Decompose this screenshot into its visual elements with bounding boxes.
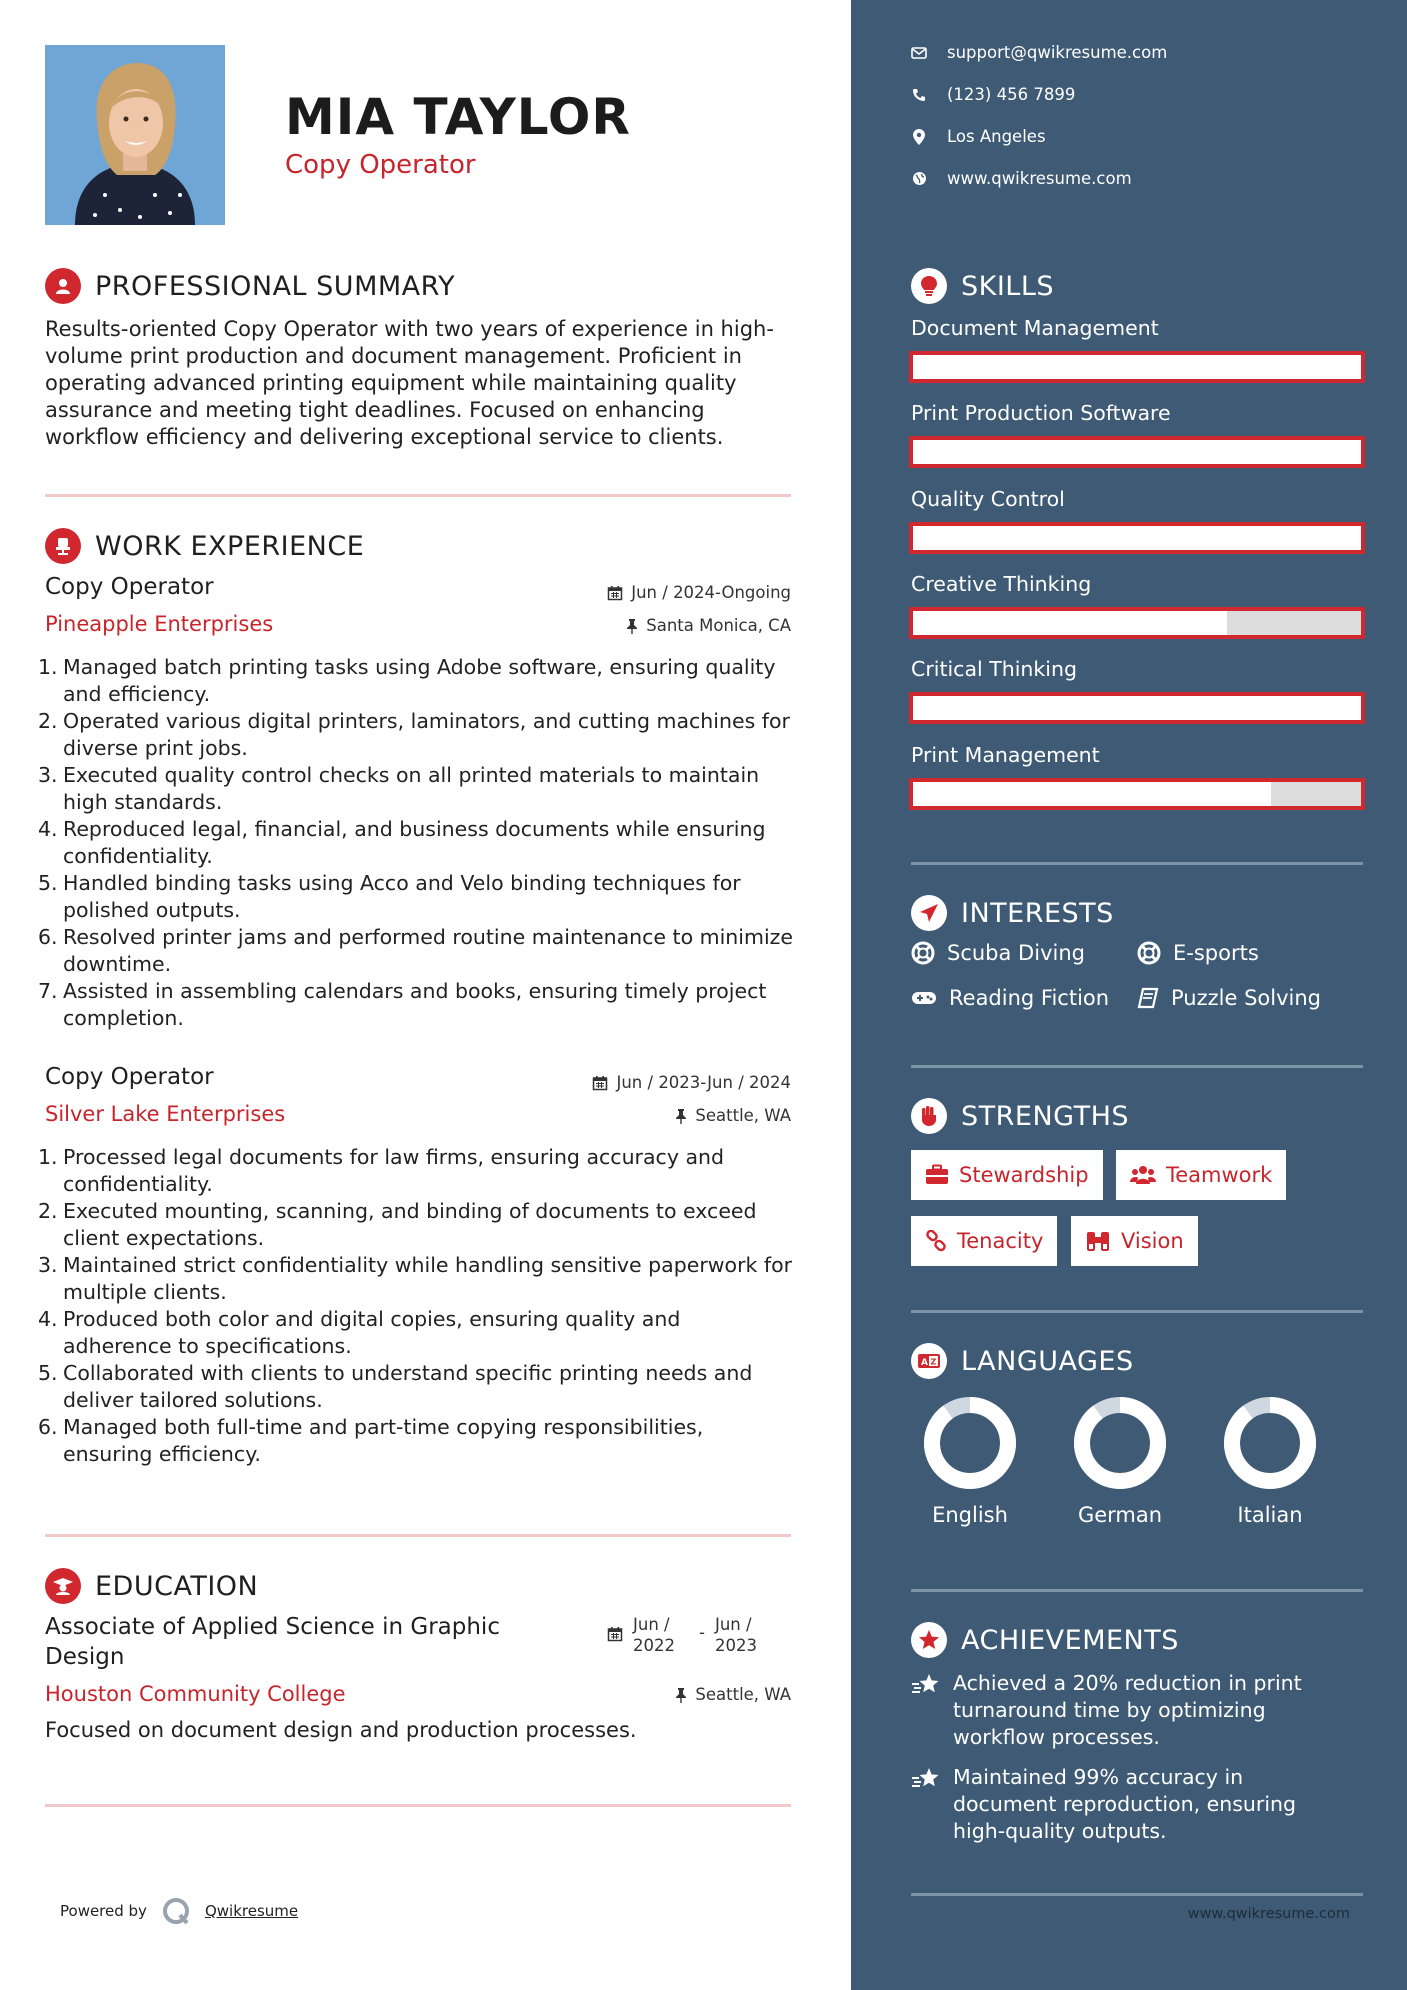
job-1-dates-text: Jun / 2024-Ongoing [631,583,791,602]
language-ring [922,1395,1018,1491]
raised-fist-icon [911,1098,947,1134]
phone-icon [911,88,927,102]
skill-label: Creative Thinking [911,572,1092,596]
powered-by [60,1896,298,1926]
contact-phone-text: (123) 456 7899 [947,85,1076,104]
contact-website-text: www.qwikresume.com [947,169,1132,188]
language-item [1065,1395,1175,1527]
skill-bar [909,607,1365,639]
education-school: Houston Community College [45,1682,346,1706]
contact-email[interactable] [911,43,1167,62]
list-item: 3. Executed quality control checks on all printed materials to maintain high standards. [38,763,760,814]
list-item: 4. Produced both color and digital copies, ensuring quality and adherence to specifications. [38,1307,681,1358]
strength-badge [1071,1216,1198,1266]
education-degree: Associate of Applied Science in Graphic Design [45,1614,500,1670]
list-item: 5. Collaborated with clients to understand specific printing needs and deliver tailored solutions. [38,1361,753,1412]
languages-heading [911,1343,1134,1379]
skill-label: Print Management [911,743,1100,767]
education-heading [45,1568,258,1604]
contact-location [911,127,1046,146]
list-item: 2. Operated various digital printers, laminators, and cutting machines for diverse print jobs. [38,709,790,760]
candidate-name: MIA TAYLOR [285,88,631,146]
list-item: 5. Handled binding tasks using Acco and Velo binding techniques for polished outputs. [38,871,741,922]
strength-badge [1116,1150,1286,1200]
pin-icon [626,618,638,634]
section-divider [45,1804,791,1807]
skill-bar [909,778,1365,810]
job-2-bullets [38,1144,795,1468]
star-icon [911,1622,947,1658]
summary-heading-text: PROFESSIONAL SUMMARY [95,270,456,302]
user-icon [45,268,81,304]
achievements-heading [911,1622,1179,1658]
shooting-star-icon [911,1672,941,1698]
language-ring-fill [1232,1405,1308,1481]
education-start: Jun / 2022 [633,1615,675,1655]
lightbulb-icon [911,268,947,304]
skill-bar-fill [913,355,1361,379]
binoculars-icon [1085,1230,1111,1252]
section-divider [911,1893,1363,1896]
list-item: 1. Processed legal documents for law firms, ensuring accuracy and confidentiality. [38,1145,725,1196]
gamepad-icon [911,989,937,1007]
list-item: 6. Managed both full-time and part-time copying responsibilities, ensuring efficiency. [38,1415,704,1466]
achievement-item [911,1764,1341,1845]
list-item: 2. Executed mounting, scanning, and binding of documents to exceed client expectations. [38,1199,757,1250]
interest-item [911,941,1085,965]
paper-plane-icon [911,895,947,931]
qwikresume-logo-icon [161,1896,191,1926]
experience-heading-text: WORK EXPERIENCE [95,530,365,562]
contact-location-text: Los Angeles [947,127,1046,146]
interest-label: Reading Fiction [949,986,1110,1010]
briefcase-icon [925,1164,949,1186]
calendar-icon [592,1075,608,1091]
job-1-title: Copy Operator [45,574,214,600]
strength-label: Vision [1121,1229,1184,1253]
job-1-location [626,616,791,635]
education-location-text: Seattle, WA [695,1685,791,1704]
translate-icon [911,1343,947,1379]
job-2-location-text: Seattle, WA [695,1106,791,1125]
education-description: Focused on document design and production processes. [45,1718,637,1742]
strength-badge [911,1150,1103,1200]
strength-label: Tenacity [957,1229,1044,1253]
profile-photo [45,45,225,225]
summary-text: Results-oriented Copy Operator with two years of experience in high-volume print production and document management. Proficient in operating advanced printing equipment while maintaining quality assurance and meeting tight deadlines. Focused on enhancing workflow efficiency and delivering exceptional service to clients. [45,317,774,449]
skill-bar-fill [913,782,1271,806]
job-2-title: Copy Operator [45,1064,214,1090]
achievement-text: Achieved a 20% reduction in print turnaround time by optimizing workflow processes. [953,1671,1302,1749]
achievement-item [911,1670,1341,1751]
job-1-bullets [38,654,795,1032]
achievements-heading-text: ACHIEVEMENTS [961,1624,1179,1656]
contact-email-text: support@qwikresume.com [947,43,1168,62]
interest-label: E-sports [1173,941,1259,965]
strength-badge [911,1216,1057,1266]
calendar-icon [607,585,623,601]
job-2-dates [592,1073,791,1092]
summary-heading [45,268,455,304]
education-end: Jun / 2023 [714,1615,757,1655]
envelope-icon [911,47,927,59]
contact-website[interactable] [911,169,1132,188]
section-divider [45,1534,791,1537]
skill-bar-fill [913,611,1227,635]
office-chair-icon [45,528,81,564]
interest-label: Puzzle Solving [1171,986,1321,1010]
skills-heading-text: SKILLS [961,270,1055,302]
language-ring [1222,1395,1318,1491]
job-1-company: Pineapple Enterprises [45,612,274,636]
skill-label: Document Management [911,316,1159,340]
language-ring [1072,1395,1168,1491]
language-item [1215,1395,1325,1527]
link-icon [925,1230,947,1252]
experience-heading [45,528,364,564]
languages-heading-text: LANGUAGES [961,1345,1134,1377]
job-1-dates [607,583,791,602]
interest-item [911,986,1109,1010]
footer-website[interactable]: www.qwikresume.com [1187,1906,1350,1922]
interest-label: Scuba Diving [947,941,1085,965]
lifebuoy-icon [1137,941,1161,965]
users-icon [1130,1164,1156,1186]
language-item [915,1395,1025,1527]
language-ring-fill [1082,1405,1158,1481]
svg-text:Z: Z [930,1357,937,1367]
achievement-text: Maintained 99% accuracy in document reproduction, ensuring high-quality outputs. [953,1765,1297,1843]
candidate-title: Copy Operator [285,150,476,180]
skill-bar-fill [913,440,1361,464]
language-label: Italian [1237,1503,1303,1527]
skill-bar-fill [913,696,1361,720]
list-item: 3. Maintained strict confidentiality while handling sensitive paperwork for multiple clients. [38,1253,793,1304]
svg-text:A: A [921,1358,928,1368]
map-marker-icon [911,129,927,145]
list-item: 4. Reproduced legal, financial, and business documents while ensuring confidentiality. [38,817,766,868]
interest-item [1137,941,1259,965]
skill-bar-fill [913,526,1361,550]
section-divider [45,494,791,497]
date-separator: - [699,1623,705,1642]
job-2-location [675,1106,791,1125]
lifebuoy-icon [911,941,935,965]
education-location [675,1685,791,1704]
job-1-location-text: Santa Monica, CA [646,616,791,635]
book-icon [1137,987,1159,1009]
skill-bar [909,692,1365,724]
skill-bar [909,522,1365,554]
globe-icon [911,171,927,186]
strength-label: Stewardship [959,1163,1089,1187]
language-label: German [1077,1503,1163,1527]
skill-label: Print Production Software [911,401,1171,425]
education-heading-text: EDUCATION [95,1570,259,1602]
interest-item [1137,986,1321,1010]
contact-phone[interactable] [911,85,1075,104]
interests-heading [911,895,1114,931]
section-divider [911,1589,1363,1592]
list-item: 7. Assisted in assembling calendars and books, ensuring timely project completion. [38,979,767,1030]
education-dates [607,1614,771,1656]
skill-bar [909,436,1365,468]
strengths-heading [911,1098,1129,1134]
list-item: 1. Managed batch printing tasks using Adobe software, ensuring quality and efficiency. [38,655,776,706]
section-divider [911,862,1363,865]
list-item: 6. Resolved printer jams and performed routine maintenance to minimize downtime. [38,925,794,976]
skills-heading [911,268,1054,304]
pin-icon [675,1108,687,1124]
skill-bar [909,351,1365,383]
shooting-star-icon [911,1766,941,1792]
qwikresume-link[interactable]: Qwikresume [204,1902,299,1920]
skill-label: Quality Control [911,487,1065,511]
language-ring-fill [932,1405,1008,1481]
person-portrait-icon [45,45,225,225]
pin-icon [675,1687,687,1703]
strength-label: Teamwork [1166,1163,1273,1187]
job-2-company: Silver Lake Enterprises [45,1102,286,1126]
section-divider [911,1310,1363,1313]
interests-heading-text: INTERESTS [961,897,1114,929]
language-label: English [932,1503,1008,1527]
graduate-icon [45,1568,81,1604]
calendar-icon [607,1626,623,1642]
job-2-dates-text: Jun / 2023-Jun / 2024 [616,1073,791,1092]
skill-label: Critical Thinking [911,657,1077,681]
strengths-heading-text: STRENGTHS [961,1100,1130,1132]
section-divider [911,1065,1363,1068]
powered-by-label: Powered by [60,1902,147,1920]
